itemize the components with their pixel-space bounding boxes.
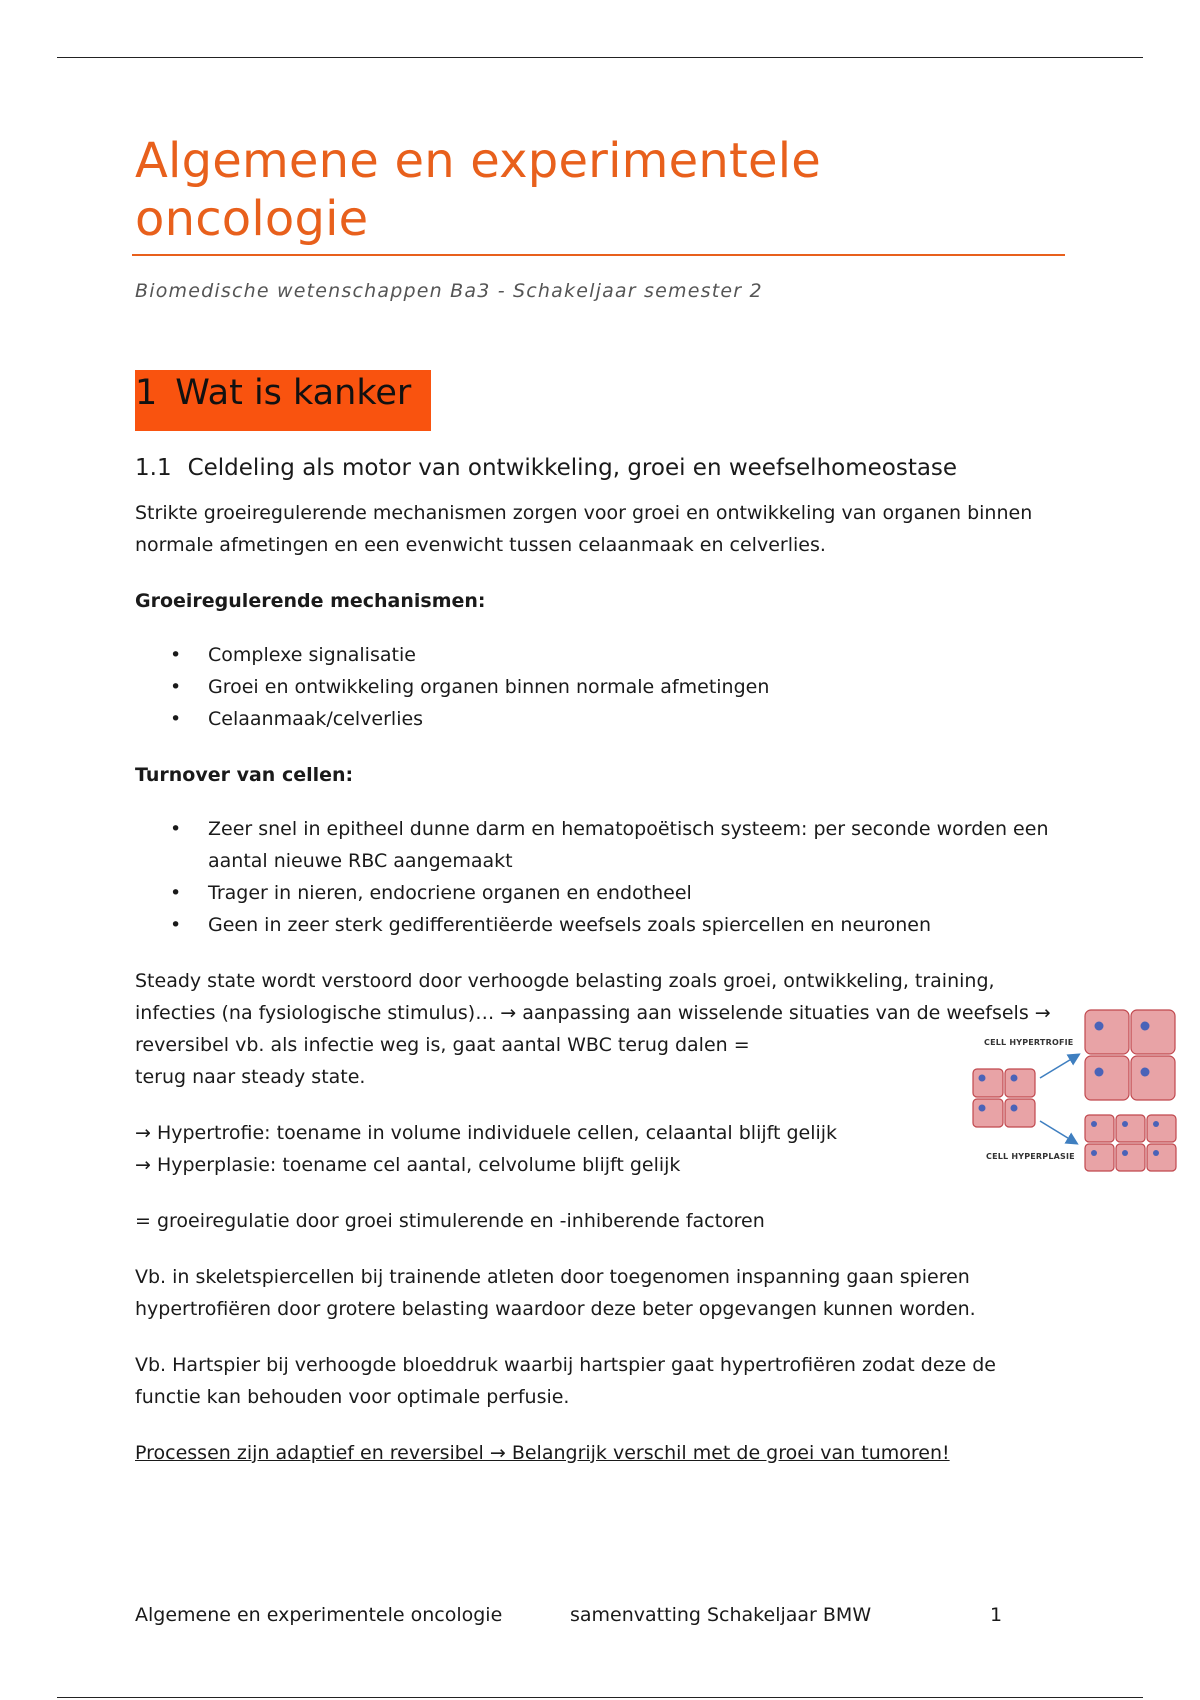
arrow-to-hypertrophy — [1040, 1055, 1078, 1078]
subsection-heading-1-1 — [135, 455, 1065, 481]
bottom-rule — [57, 1697, 1143, 1698]
steady-state-paragraph — [135, 965, 1055, 1093]
list-item: • Geen in zeer sterk gedifferentiëerde weefsels zoals spiercellen en neuronen — [135, 909, 1065, 941]
section-title: Wat is kanker — [175, 373, 412, 414]
page-content — [135, 125, 1065, 1469]
section-number: 1 — [135, 373, 158, 414]
regulation-line: = groeiregulatie door groei stimulerende en -inhiberende factoren — [135, 1209, 765, 1232]
intro-paragraph: Strikte groeiregulerende mechanismen zorgen voor groei en ontwikkeling van organen binnen normale afmetingen en een evenwicht tussen celaanmaak en celverlies. — [135, 501, 1033, 556]
arrow-to-hyperplasia — [1040, 1121, 1076, 1143]
footer-document-title: Algemene en experimentele oncologie — [135, 1604, 503, 1626]
list-item: • Trager in nieren, endocriene organen en endotheel — [135, 877, 1065, 909]
hyperplasia-label: CELL HYPERPLASIE — [986, 1152, 1075, 1161]
example-paragraph-1: Vb. in skeletspiercellen bij trainende atleten door toegenomen inspanning gaan spieren hypertrofiëren door grotere belasting waardoor deze beter opgevangen kunnen worden. — [135, 1265, 976, 1320]
footer-course: samenvatting Schakeljaar BMW — [570, 1604, 872, 1626]
hypertrophy-label: CELL HYPERTROFIE — [984, 1038, 1074, 1047]
hyperplasia-line: → Hyperplasie: toename cel aantal, celvolume blijft gelijk — [135, 1153, 681, 1176]
page-number: 1 — [990, 1604, 1003, 1626]
conclusion-line: Processen zijn adaptief en reversibel → Belangrijk verschil met de groei van tumoren! — [135, 1441, 950, 1464]
turnover-heading: Turnover van cellen: — [135, 763, 354, 786]
subsection-number: 1.1 — [135, 454, 172, 481]
hypertrophy-line: → Hypertrofie: toename in volume individuele cellen, celaantal blijft gelijk — [135, 1121, 838, 1144]
hyperplasia-cells — [1085, 1115, 1176, 1171]
document-subtitle: Biomedische wetenschappen Ba3 - Schakeljaar semester 2 — [135, 280, 763, 303]
cell-diagram — [968, 1005, 1186, 1185]
list-item: • Celaanmaak/celverlies — [135, 703, 1065, 735]
mechanisms-heading: Groeiregulerende mechanismen: — [135, 589, 486, 612]
list-item: • Zeer snel in epitheel dunne darm en hematopoëtisch systeem: per seconde worden een aantal nieuwe RBC aangemaakt — [135, 813, 1065, 877]
steady-state-text: Steady state wordt verstoord door verhoogde belasting zoals groei, ontwikkeling, training, infecties (na fysiologische stimulus)… → aanpassing aan wisselende situaties van de weefsels → reversibel vb. als infectie weg is, gaat aantal WBC terug dalen = — [135, 969, 1051, 1056]
steady-state-end: terug naar steady state. — [135, 1065, 366, 1088]
mechanisms-list — [135, 639, 1065, 735]
document-title: Algemene en experimentele oncologie — [132, 125, 1065, 256]
subsection-title: Celdeling als motor van ontwikkeling, groei en weefselhomeostase — [187, 454, 958, 481]
list-item: • Groei en ontwikkeling organen binnen normale afmetingen — [135, 671, 1065, 703]
turnover-list — [135, 813, 1065, 941]
example-paragraph-2: Vb. Hartspier bij verhoogde bloeddruk waarbij hartspier gaat hypertrofiëren zodat deze de functie kan behouden voor optimale perfusie. — [135, 1353, 996, 1408]
section-heading-1 — [135, 370, 431, 431]
top-rule — [57, 57, 1143, 58]
list-item: • Complexe signalisatie — [135, 639, 1065, 671]
